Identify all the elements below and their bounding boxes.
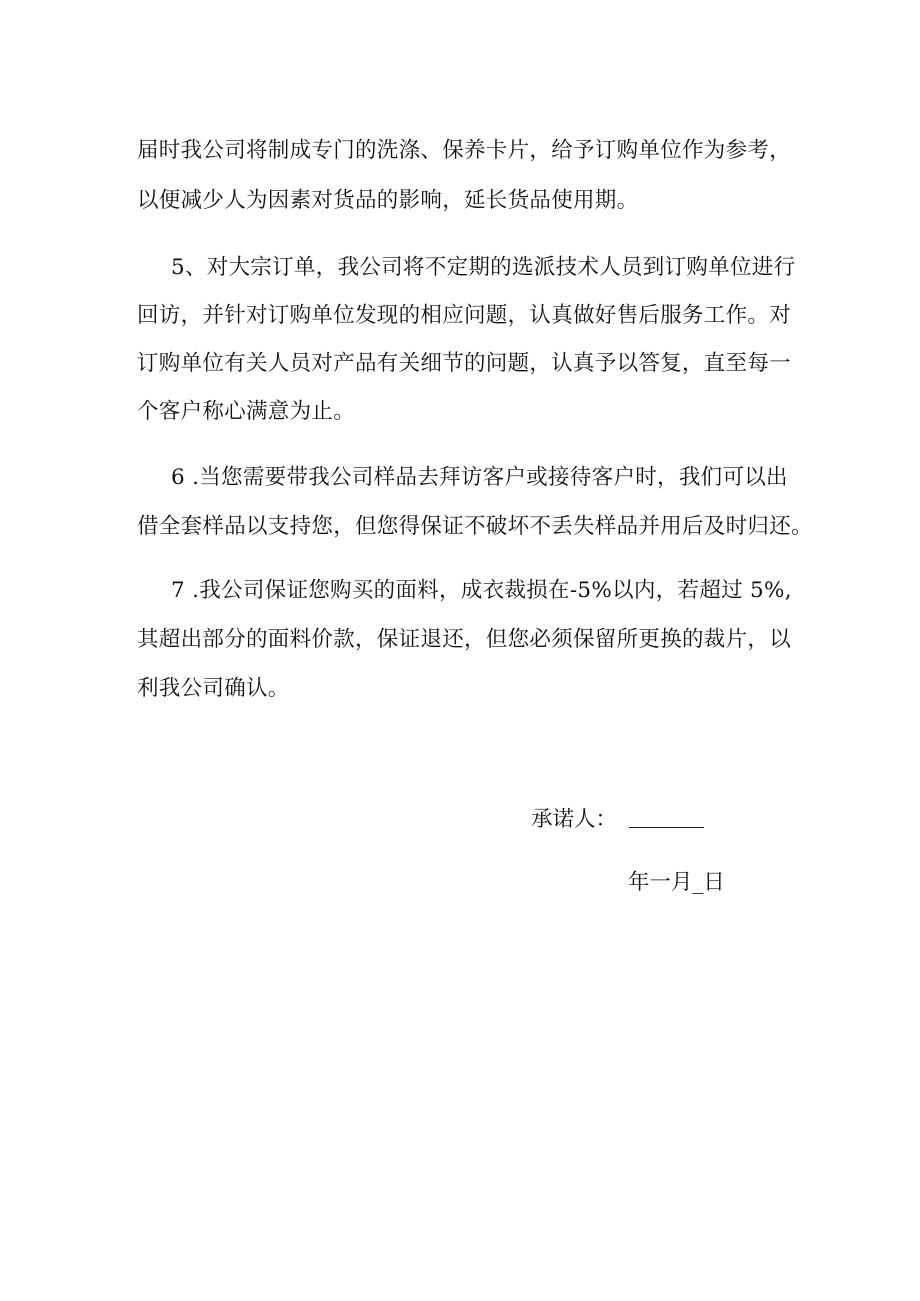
signature-blank-line — [629, 827, 704, 828]
paragraph-6-line-1: 6 .当您需要带我公司样品去拜访客户或接待客户时，我们可以出 — [171, 465, 788, 490]
paragraph-4-line-1: 届时我公司将制成专门的洗涤、保养卡片，给予订购单位作为参考， — [137, 138, 792, 163]
paragraph-6-line-2: 借全套样品以支持您，但您得保证不破坏不丢失样品并用后及时归还。 — [137, 514, 813, 539]
paragraph-7-line-1: 7 .我公司保证您购买的面料，成衣裁损在-5%以内，若超过 5%, — [171, 578, 792, 603]
paragraph-7-line-2: 其超出部分的面料价款，保证退还，但您必须保留所更换的裁片，以 — [137, 627, 792, 652]
paragraph-5-line-1: 5、对大宗订单，我公司将不定期的选派技术人员到订购单位进行 — [171, 255, 796, 280]
paragraph-5-line-2: 回访，并针对订购单位发现的相应问题，认真做好售后服务工作。对 — [137, 303, 792, 328]
paragraph-5-line-3: 订购单位有关人员对产品有关细节的问题，认真予以答复，直至每一 — [137, 351, 792, 376]
signatory-label: 承诺人： — [531, 807, 618, 832]
paragraph-4-line-2: 以便减少人为因素对货品的影响，延长货品使用期。 — [137, 188, 639, 213]
signature-date: 年一月_日 — [628, 870, 725, 895]
paragraph-7-line-3: 利我公司确认。 — [137, 676, 290, 701]
paragraph-5-line-4: 个客户称心满意为止。 — [137, 399, 356, 424]
